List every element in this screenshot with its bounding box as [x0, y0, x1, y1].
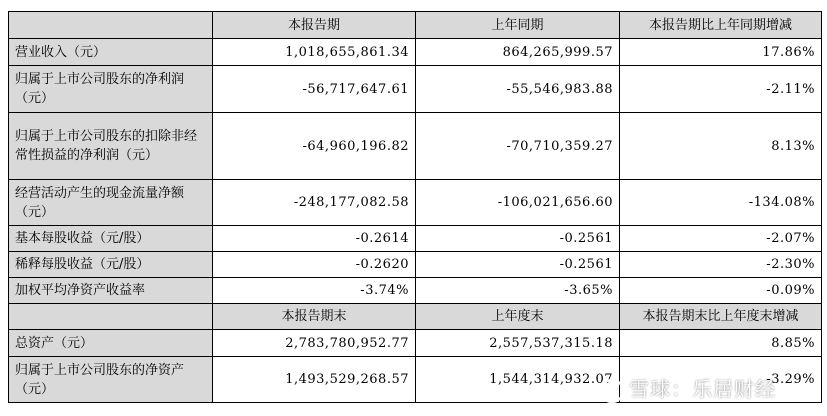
header-change-vs-prior-year-end: 本报告期末比上年度末增减	[620, 304, 822, 330]
row-label: 归属于上市公司股东的扣除非经常性损益的净利润（元）	[9, 113, 213, 180]
change-value: -2.07%	[620, 226, 822, 252]
row-label: 营业收入（元）	[9, 39, 213, 66]
prior-value: -3.65%	[416, 278, 620, 304]
prior-value: -0.2561	[416, 226, 620, 252]
snowball-logo-icon	[599, 378, 625, 404]
current-value: -56,717,647.61	[213, 66, 416, 113]
header-prior-year-period: 上年同期	[416, 12, 620, 39]
change-value: -3.29%	[620, 357, 822, 403]
current-value: 1,493,529,268.57	[213, 357, 416, 403]
watermark	[599, 373, 776, 404]
table-row	[9, 39, 822, 66]
table-row	[9, 226, 822, 252]
table-row	[9, 66, 822, 113]
watermark-text: 雪球：乐居财经	[629, 377, 776, 401]
current-value: -248,177,082.58	[213, 180, 416, 226]
header-blank-cell	[9, 304, 213, 330]
row-label: 归属于上市公司股东的净利润（元）	[9, 66, 213, 113]
table-row	[9, 113, 822, 180]
change-value: -2.11%	[620, 66, 822, 113]
row-label: 归属于上市公司股东的净资产（元）	[9, 357, 213, 403]
row-label: 总资产（元）	[9, 330, 213, 357]
header-current-period: 本报告期	[213, 12, 416, 39]
prior-value: 864,265,999.57	[416, 39, 620, 66]
change-value: -0.09%	[620, 278, 822, 304]
change-value: 8.85%	[620, 330, 822, 357]
change-value: 17.86%	[620, 39, 822, 66]
table-row	[9, 330, 822, 357]
current-value: -3.74%	[213, 278, 416, 304]
row-label: 经营活动产生的现金流量净额（元）	[9, 180, 213, 226]
current-value: 2,783,780,952.77	[213, 330, 416, 357]
row-label: 基本每股收益（元/股）	[9, 226, 213, 252]
change-value: -134.08%	[620, 180, 822, 226]
header-yoy-change: 本报告期比上年同期增减	[620, 12, 822, 39]
table-header-row	[9, 304, 822, 330]
prior-value: 2,557,537,315.18	[416, 330, 620, 357]
current-value: -64,960,196.82	[213, 113, 416, 180]
header-period-end: 本报告期末	[213, 304, 416, 330]
prior-value: -55,546,983.88	[416, 66, 620, 113]
financial-summary-table	[8, 11, 822, 403]
header-blank-cell	[9, 12, 213, 39]
prior-value: -0.2561	[416, 252, 620, 278]
current-value: -0.2614	[213, 226, 416, 252]
table-header-row	[9, 12, 822, 39]
table-row	[9, 252, 822, 278]
row-label: 稀释每股收益（元/股）	[9, 252, 213, 278]
table-row	[9, 180, 822, 226]
row-label: 加权平均净资产收益率	[9, 278, 213, 304]
prior-value: -106,021,656.60	[416, 180, 620, 226]
header-prior-year-end: 上年度末	[416, 304, 620, 330]
prior-value: -70,710,359.27	[416, 113, 620, 180]
current-value: 1,018,655,861.34	[213, 39, 416, 66]
table-row	[9, 278, 822, 304]
prior-value: 1,544,314,932.07	[416, 357, 620, 403]
change-value: 8.13%	[620, 113, 822, 180]
current-value: -0.2620	[213, 252, 416, 278]
change-value: -2.30%	[620, 252, 822, 278]
